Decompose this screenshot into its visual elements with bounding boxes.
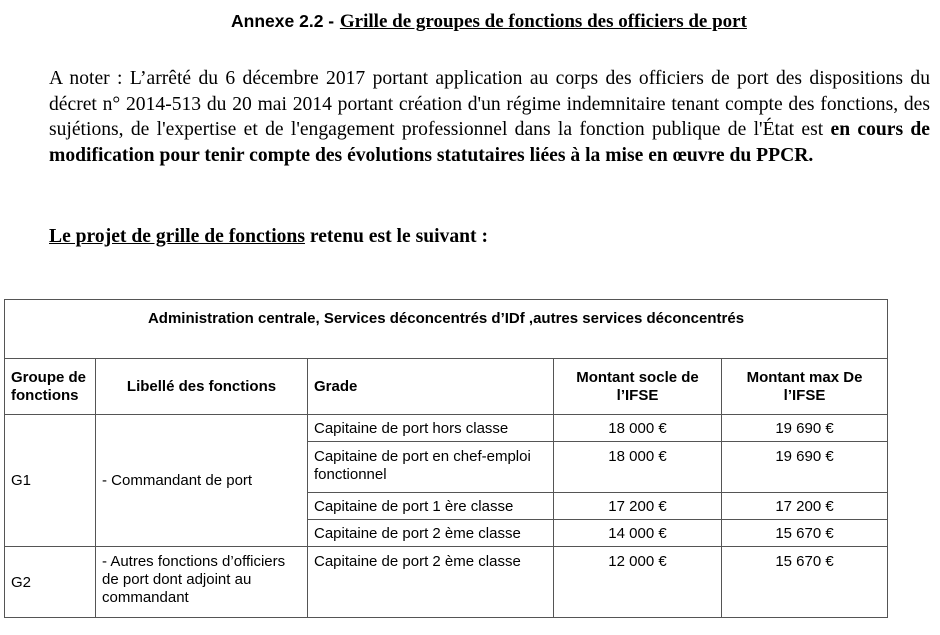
grade-cell: Capitaine de port en chef-emploi fonctionnel <box>308 442 554 493</box>
region-header: Administration centrale, Services déconcentrés d’IDf ,autres services déconcentrés <box>5 300 888 359</box>
base-amount-cell: 18 000 € <box>554 415 722 442</box>
function-label-cell: - Autres fonctions d’officiers de port dont adjoint au commandant <box>96 547 308 618</box>
grid-subheading <box>49 226 488 248</box>
function-label-cell: - Commandant de port <box>96 415 308 547</box>
intro-text: A noter : L’arrêté du 6 décembre 2017 portant application au corps des officiers de port des dispositions du décret n° 2014-513 du 20 mai 2014 portant création d'un régime indemnitaire tenant compte des fonctions, des sujétions, de l'expertise et de l'engagement professionnel dans la fonction publique de l'État est <box>49 68 930 141</box>
base-amount-cell: 17 200 € <box>554 493 722 520</box>
grade-cell: Capitaine de port hors classe <box>308 415 554 442</box>
annex-number: Annexe 2.2 - <box>231 11 335 31</box>
subheading-rest: retenu est le suivant : <box>304 226 488 247</box>
group-cell: G1 <box>5 415 96 547</box>
header-grade: Grade <box>308 359 554 415</box>
header-label: Libellé des fonctions <box>96 359 308 415</box>
header-base-amount: Montant socle de l’IFSE <box>554 359 722 415</box>
max-amount-cell: 15 670 € <box>722 547 888 618</box>
grade-cell: Capitaine de port 2 ème classe <box>308 547 554 618</box>
max-amount-cell: 15 670 € <box>722 520 888 547</box>
subheading-underlined: Le projet de grille de fonctions <box>49 226 305 247</box>
max-amount-cell: 19 690 € <box>722 415 888 442</box>
base-amount-cell: 12 000 € <box>554 547 722 618</box>
intro-paragraph <box>49 66 930 168</box>
column-header-row <box>5 359 888 415</box>
annex-title: Grille de groupes de fonctions des officiers de port <box>339 11 747 32</box>
intro-emphasis: en cours de modification pour tenir compte des évolutions statutaires liées à la mise en œuvre du PPCR. <box>49 119 930 166</box>
base-amount-cell: 14 000 € <box>554 520 722 547</box>
grade-cell: Capitaine de port 1 ère classe <box>308 493 554 520</box>
header-max-amount: Montant max De l’IFSE <box>722 359 888 415</box>
base-amount-cell: 18 000 € <box>554 442 722 493</box>
grade-cell: Capitaine de port 2 ème classe <box>308 520 554 547</box>
max-amount-cell: 19 690 € <box>722 442 888 493</box>
header-group: Groupe de fonctions <box>5 359 96 415</box>
table-row <box>5 415 888 442</box>
annex-heading <box>0 11 940 33</box>
group-cell: G2 <box>5 547 96 618</box>
functions-grid-table <box>4 299 888 618</box>
max-amount-cell: 17 200 € <box>722 493 888 520</box>
table-row <box>5 547 888 618</box>
